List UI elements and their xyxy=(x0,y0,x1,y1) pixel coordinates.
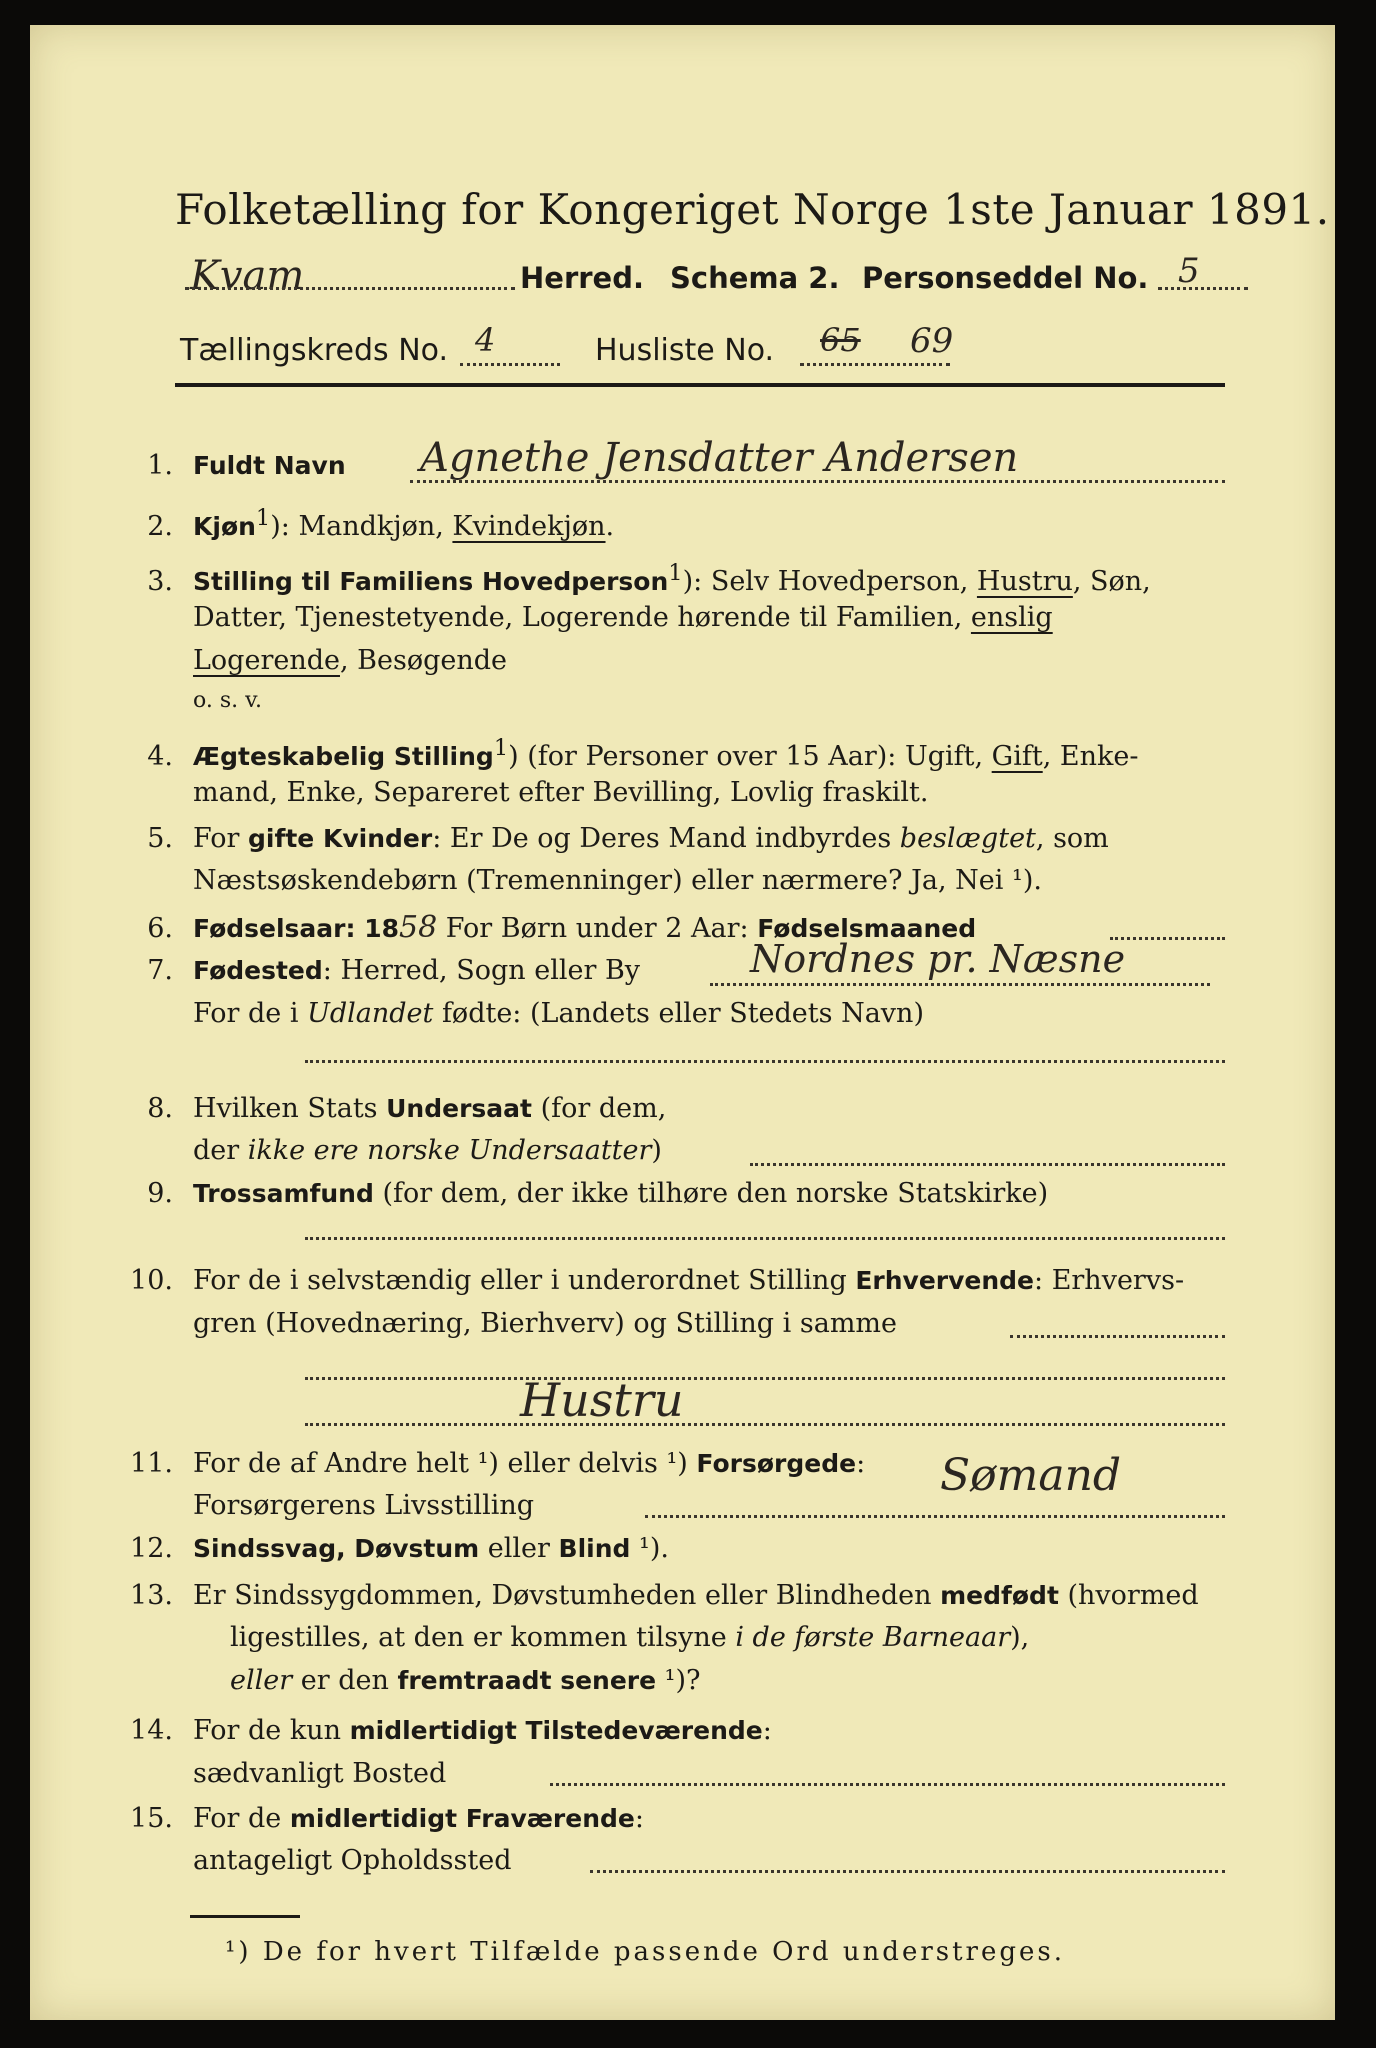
form-title: Folketælling for Kongeriget Norge 1ste Januar 1891. xyxy=(175,185,1330,234)
q5-line1-end: , som xyxy=(1035,823,1109,854)
q2-marked-option: Kvindekjøn xyxy=(452,511,606,542)
q7-italic: Udlandet xyxy=(307,998,434,1029)
q6-label: Fødselsaar xyxy=(193,914,346,943)
q3-row xyxy=(115,560,1151,597)
q10-line1-end: : Erhvervs- xyxy=(1034,1265,1185,1296)
q9-label: Trossamfund xyxy=(193,1179,374,1208)
q10-label: Erhvervende xyxy=(855,1266,1035,1295)
q13-line3-italic: eller xyxy=(230,1665,293,1696)
q3-line1-text: ): Selv Hovedperson, xyxy=(682,566,977,597)
q12-number: 12. xyxy=(130,1533,173,1564)
q7-number: 7. xyxy=(147,955,173,986)
q5-italic: beslægtet xyxy=(899,823,1036,854)
q11-line2: Forsørgerens Livsstilling xyxy=(193,1490,535,1521)
q10-row xyxy=(115,1265,1184,1296)
census-form xyxy=(30,25,1335,2020)
q4-row xyxy=(115,735,1138,772)
q7-birthplace-handwritten: Nordnes pr. Næsne xyxy=(750,937,1126,981)
footnote: ¹) De for hvert Tilfælde passende Ord understreges. xyxy=(225,1937,1066,1967)
q4-line1-end: , Enke- xyxy=(1042,741,1139,772)
husliste-label: Husliste No. xyxy=(595,333,775,368)
q9-text: (for dem, der ikke tilhøre den norske Statskirke) xyxy=(373,1178,1049,1209)
q10-dotted-line-1 xyxy=(1010,1335,1225,1338)
q13-line2-text: ligestilles, at den er kommen tilsyne xyxy=(230,1622,736,1653)
q3-line3-marked: Logerende xyxy=(193,645,340,676)
q8-label: Undersaat xyxy=(386,1094,532,1123)
q7-line2 xyxy=(193,998,924,1029)
q5-label: gifte Kvinder xyxy=(248,824,433,853)
q6-number: 6. xyxy=(147,913,173,944)
q15-line1-end: : xyxy=(634,1803,644,1834)
q13-line2 xyxy=(230,1622,1029,1653)
q2-footnote-mark: 1 xyxy=(255,505,271,531)
q2-row xyxy=(115,505,614,542)
q3-footnote-mark: 1 xyxy=(668,560,683,586)
q6-label2: Fødselsmaaned xyxy=(757,914,977,943)
q14-dotted-line xyxy=(550,1783,1225,1786)
q9-dotted-line xyxy=(305,1237,1225,1240)
q6-text: For Børn under 2 Aar: xyxy=(437,913,758,944)
header-rule xyxy=(175,383,1225,387)
q11-number: 11. xyxy=(130,1448,173,1479)
q4-footnote-mark: 1 xyxy=(493,735,509,761)
q4-marked-option: Gift xyxy=(991,741,1043,772)
schema-label: Schema 2. xyxy=(670,261,840,295)
taellingskreds-handwritten: 4 xyxy=(475,321,496,359)
personseddel-dotted-line xyxy=(1158,287,1248,290)
q1-label: Fuldt Navn xyxy=(193,451,346,480)
herred-handwritten: Kvam xyxy=(190,253,305,299)
q3-line2 xyxy=(193,602,1053,633)
q11-provider-handwritten: Sømand xyxy=(940,1450,1122,1501)
husliste-dotted-line xyxy=(800,363,950,366)
q7-line2-text: For de i xyxy=(193,998,308,1029)
q3-line4: o. s. v. xyxy=(193,688,262,713)
q13-number: 13. xyxy=(130,1580,173,1611)
q2-end: . xyxy=(605,511,615,542)
q8-line1-end: (for dem, xyxy=(531,1093,667,1124)
q10-dotted-line-3 xyxy=(305,1423,1225,1426)
q7-row xyxy=(115,955,640,986)
q14-label: midlertidigt Tilstedeværende xyxy=(349,1716,763,1745)
q4-line1-text: ) (for Personer over 15 Aar): Ugift, xyxy=(508,741,992,772)
q15-line2: antageligt Opholdssted xyxy=(193,1845,512,1876)
q5-line2: Næstsøskendebørn (Tremenninger) eller nærmere? Ja, Nei ¹). xyxy=(193,865,1042,896)
q8-row xyxy=(115,1093,666,1124)
q13-label: medfødt xyxy=(940,1581,1059,1610)
q12-label: Sindssvag, Døvstum xyxy=(193,1534,480,1563)
q11-label: Forsørgede xyxy=(696,1449,857,1478)
q1-row xyxy=(115,450,346,481)
husliste-struck-value: 65 xyxy=(820,321,861,359)
personseddel-handwritten: 5 xyxy=(1178,251,1200,291)
footnote-separator xyxy=(190,1915,300,1918)
herred-label: Herred. xyxy=(520,261,644,295)
q14-row xyxy=(115,1715,772,1746)
q5-number: 5. xyxy=(147,823,173,854)
q14-line1-text: For de kun xyxy=(193,1715,350,1746)
q2-number: 2. xyxy=(147,511,173,542)
taellingskreds-dotted-line xyxy=(460,363,560,366)
q10-line1-text: For de i selvstændig eller i underordnet Stilling xyxy=(193,1265,856,1296)
q7-extra-dotted-line xyxy=(305,1060,1225,1063)
q3-marked-option: Hustru xyxy=(976,566,1073,597)
q7-line2-end: fødte: (Landets eller Stedets Navn) xyxy=(433,998,924,1029)
q12-mid: eller xyxy=(479,1533,559,1564)
herred-dotted-line xyxy=(185,287,515,290)
q15-dotted-line xyxy=(590,1870,1225,1873)
q15-line1-text: For de xyxy=(193,1803,290,1834)
q3-line3 xyxy=(193,645,507,676)
q11-line1-end: : xyxy=(856,1448,866,1479)
q8-line2-end: ) xyxy=(651,1135,662,1166)
q13-row xyxy=(115,1580,1199,1611)
q12-end: ¹). xyxy=(630,1533,669,1564)
q15-label: midlertidigt Fraværende xyxy=(289,1804,635,1833)
q2-label: Kjøn xyxy=(193,512,256,541)
q13-line2-end: ), xyxy=(1010,1622,1030,1653)
q10-line2: gren (Hovednæring, Bierhverv) og Stilling i samme xyxy=(193,1308,898,1339)
q8-number: 8. xyxy=(147,1093,173,1124)
q14-number: 14. xyxy=(130,1715,173,1746)
q9-number: 9. xyxy=(147,1178,173,1209)
q2-text: ): Mandkjøn, xyxy=(270,511,453,542)
husliste-handwritten: 69 xyxy=(910,321,954,361)
personseddel-label: Personseddel No. xyxy=(862,261,1149,295)
q13-italic: i de første Barneaar xyxy=(735,1622,1011,1653)
q3-line3-text: , Besøgende xyxy=(339,645,507,676)
q15-number: 15. xyxy=(130,1803,173,1834)
q8-dotted-line xyxy=(750,1163,1225,1166)
q5-pre: For xyxy=(193,823,249,854)
q1-dotted-line xyxy=(410,480,1225,483)
q13-line1-end: (hvormed xyxy=(1058,1580,1199,1611)
q5-row xyxy=(115,823,1109,854)
q11-dotted-line xyxy=(645,1515,1225,1518)
q8-italic: ikke ere norske Undersaatter xyxy=(247,1135,652,1166)
q4-line2: mand, Enke, Separeret efter Bevilling, Lovlig fraskilt. xyxy=(193,777,929,808)
q6-dotted-line xyxy=(1110,937,1225,940)
q3-line2-text: Datter, Tjenestetyende, Logerende hørende til Familien, xyxy=(193,602,971,633)
q3-line2-marked: enslig xyxy=(970,602,1053,633)
q1-name-handwritten: Agnethe Jensdatter Andersen xyxy=(420,435,1019,481)
q8-line2 xyxy=(193,1135,662,1166)
q10-dotted-line-2 xyxy=(305,1377,1225,1380)
q12-row xyxy=(115,1533,669,1564)
q10-number: 10. xyxy=(130,1265,173,1296)
q4-label: Ægteskabelig Stilling xyxy=(193,742,494,771)
q7-dotted-line xyxy=(710,983,1210,986)
q12-label2: Blind xyxy=(558,1534,631,1563)
q9-row xyxy=(115,1178,1048,1209)
q7-label: Fødested xyxy=(193,956,323,985)
q13-line3 xyxy=(230,1665,701,1696)
q11-row xyxy=(115,1448,865,1479)
q3-number: 3. xyxy=(147,566,173,597)
q4-number: 4. xyxy=(147,741,173,772)
q6-year-handwritten: 58 xyxy=(399,910,438,945)
taellingskreds-label: Tællingskreds No. xyxy=(180,333,448,368)
q5-line1-text: : Er De og Deres Mand indbyrdes xyxy=(432,823,900,854)
q1-number: 1. xyxy=(147,450,173,481)
q13-line3-end: ¹)? xyxy=(656,1665,701,1696)
q11-line1-text: For de af Andre helt ¹) eller delvis ¹) xyxy=(193,1448,697,1479)
q14-line2: sædvanligt Bosted xyxy=(193,1758,447,1789)
q6-prefix: : 18 xyxy=(345,914,399,943)
q15-row xyxy=(115,1803,644,1834)
q7-text: : Herred, Sogn eller By xyxy=(322,955,641,986)
q10-occupation-handwritten: Hustru xyxy=(520,1373,684,1427)
q13-line3-text: er den xyxy=(292,1665,398,1696)
q8-line2-text: der xyxy=(193,1135,248,1166)
q3-label: Stilling til Familiens Hovedperson xyxy=(193,567,669,596)
q8-line1-text: Hvilken Stats xyxy=(193,1093,387,1124)
q13-line1-text: Er Sindssygdommen, Døvstumheden eller Blindheden xyxy=(193,1580,941,1611)
q3-line1-end: , Søn, xyxy=(1072,566,1151,597)
q13-line3-bold: fremtraadt senere xyxy=(397,1666,657,1695)
q14-line1-end: : xyxy=(762,1715,772,1746)
